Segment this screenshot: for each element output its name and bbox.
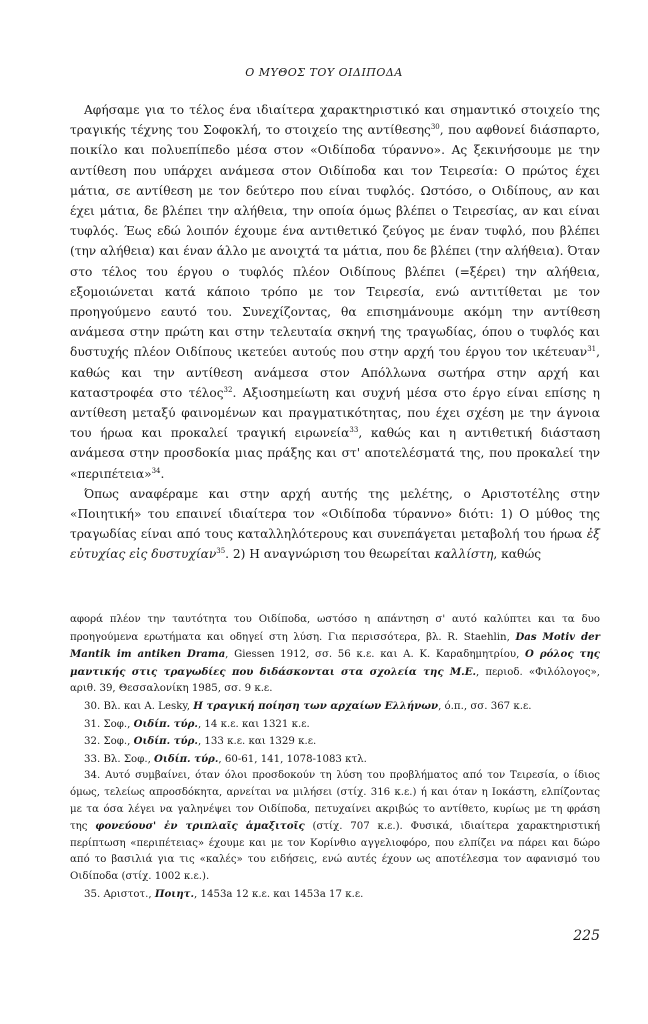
footnote-33: 33. Βλ. Σοφ., Οιδίπ. τύρ., 60-61, 141, 1078-1083 κτλ. [84, 752, 367, 765]
footnote-ref-32[interactable]: 32 [223, 385, 233, 394]
footnote-35: 35. Αριστοτ., Ποιητ., 1453a 12 κ.ε. και 1453a 17 κ.ε. [84, 887, 364, 900]
footnotes [70, 612, 600, 903]
footnote-31: 31. Σοφ., Οιδίπ. τύρ., 14 κ.ε. και 1321 κ.ε. [84, 717, 310, 730]
footnote-ref-30[interactable]: 30 [430, 123, 440, 132]
paragraph-1: Αφήσαμε για το τέλος ένα ιδιαίτερα χαρακτηριστικό και σημαντικό στοιχείο της τραγικής τέχνης του Σοφοκλή, το στοιχείο της αντίθεσης$^{30}$, που αφθονεί διάσπαρτο, ποικίλο και πολυεπίπεδο μέσα στον «Οιδίποδα τύραννο». Ας ξεκινήσουμε με την αντίθεση που υπάρχει ανάμεσα στον Οιδίποδα και τον Τειρεσία: Ο πρώτος έχει μάτια, σε αντίθεση με τον δεύτερο που είναι τυφλός. Ωστόσο, ο Οιδίπους, αν και έχει μάτια, δε βλέπει την αλήθεια, την οποία όμως βλέπει ο Τειρεσίας, αν και είναι τυφλός. Έως εδώ λοιπόν έχουμε ένα αντιθετικό ζεύγος με έναν τυφλό, που βλέπει (την αλήθεια) και έναν άλλο με ανοιχτά τα μάτια, που δε βλέπει (την αλήθεια). Όταν στο τέλος του έργου ο τυφλός πλέον Οιδίπους βλέπει (=ξέρει) την αλήθεια, εξομοιώνεται κατά κάποιο τρόπο με τον Τειρεσία, ενώ αντιτίθεται με τον προηγούμενο εαυτό του. Συνεχίζοντας, θα επισημάνουμε ακόμη την αντίθεση ανάμεσα στην πρώτη και στην τελευταία σκηνή της τραγωδίας, όπου ο τυφλός και δυστυχής πλέον Οιδίπους ικετεύει αυτούς που στην αρχή του έργου τον ικέτευαν$^{31}$, καθώς και την αντίθεση ανάμεσα στον Απόλλωνα σωτήρα στην αρχή και καταστροφέα στο τέλος$^{32}$. Αξιοσημείωτη και συχνή μέσα στο έργο είναι επίσης η αντίθεση μεταξύ φαινομένων και πραγματικότητας, που έχει σχέση με την άγνοια του ήρωα και προκαλεί τραγική ειρωνεία$^{33}$, καθώς και η αντιθετική διάσταση ανάμεσα στην προσδοκία μιας πράξης και στ' αποτελέσματά της, που προκαλεί την «περιπέτεια»$^{34}$. [70, 103, 601, 481]
footnote-32: 32. Σοφ., Οιδίπ. τύρ., 133 κ.ε. και 1329 κ.ε. [84, 735, 317, 748]
running-head: Ο ΜΥΘΟΣ ΤΟΥ ΟΙΔΙΠΟΔΑ [245, 66, 403, 79]
main-text [70, 100, 600, 565]
footnote-34: 34. Αυτό συμβαίνει, όταν όλοι προσδοκούν τη λύση του προβλήματος από τον Τειρεσία, ο ίδιος όμως, τελείως απροσδόκητα, αρνείται να μιλήσει (στίχ. 316 κ.ε.) ή και όταν η Ιοκάστη, ελπίζοντας με τα όσα λέγει να γαληνέψει τον Οιδίποδα, πετυχαίνει ακριβώς το αντίθετο, κυρίως με τη φράση της φονεύουσ' ἐν τριπλαῖς ἁμαξιτοῖς (στίχ. 707 κ.ε.). Φυσικά, ιδιαίτερα χαρακτηριστική περίπτωση «περιπέτειας» έχουμε και με τον Κορίνθιο αγγελιοφόρο, που ελπίζει να πάρει και δώρο από το βασιλιά για τις «καλές» του ειδήσεις, ενώ αυτές έχουν ως αποτέλεσμα τον αφανισμό του Οιδίποδα (στίχ. 1002 κ.ε.). [70, 770, 600, 882]
footnote-ref-35[interactable]: 35 [216, 547, 226, 556]
page-number: 225 [573, 928, 600, 944]
footnote-ref-33[interactable]: 33 [349, 426, 359, 435]
footnote-continuation: αφορά πλέον την ταυτότητα του Οιδίποδα, ωστόσο η απάντηση σ' αυτό καλύπτει και τα δυο προηγούμενα ερωτήματα και οδηγεί στη λύση. Για περισσότερα, βλ. R. Staehlin, Das Motiv der Mantik im antiken Drama, Giessen 1912, σσ. 56 κ.ε. και Α. Κ. Καραδημητρίου, Ο ρόλος της μαντικής στις τραγωδίες που διδάσκονται στα σχολεία της Μ.Ε., περιοδ. «Φιλόλογος», αριθ. 39, Θεσσαλονίκη 1985, σσ. 9 κ.ε. [70, 614, 600, 695]
paragraph-2: Όπως αναφέραμε και στην αρχή αυτής της μελέτης, ο Αριστοτέλης στην «Ποιητική» του επαινεί ιδιαίτερα τον «Οιδίποδα τύραννο» διότι: 1) Ο μύθος της τραγωδίας είναι από τους καταλληλότερους και συνεπάγεται μεταβολή του ήρωα ἐξ εὐτυχίας εἰς δυστυχίαν$^{35}$. 2) Η αναγνώριση του θεωρείται καλλίστη, καθώς [70, 486, 600, 562]
footnote-ref-31[interactable]: 31 [587, 345, 597, 354]
footnote-30: 30. Βλ. και A. Lesky, Η τραγική ποίηση των αρχαίων Ελλήνων, ό.π., σσ. 367 κ.ε. [84, 699, 532, 712]
footnote-ref-34[interactable]: 34 [151, 466, 161, 475]
